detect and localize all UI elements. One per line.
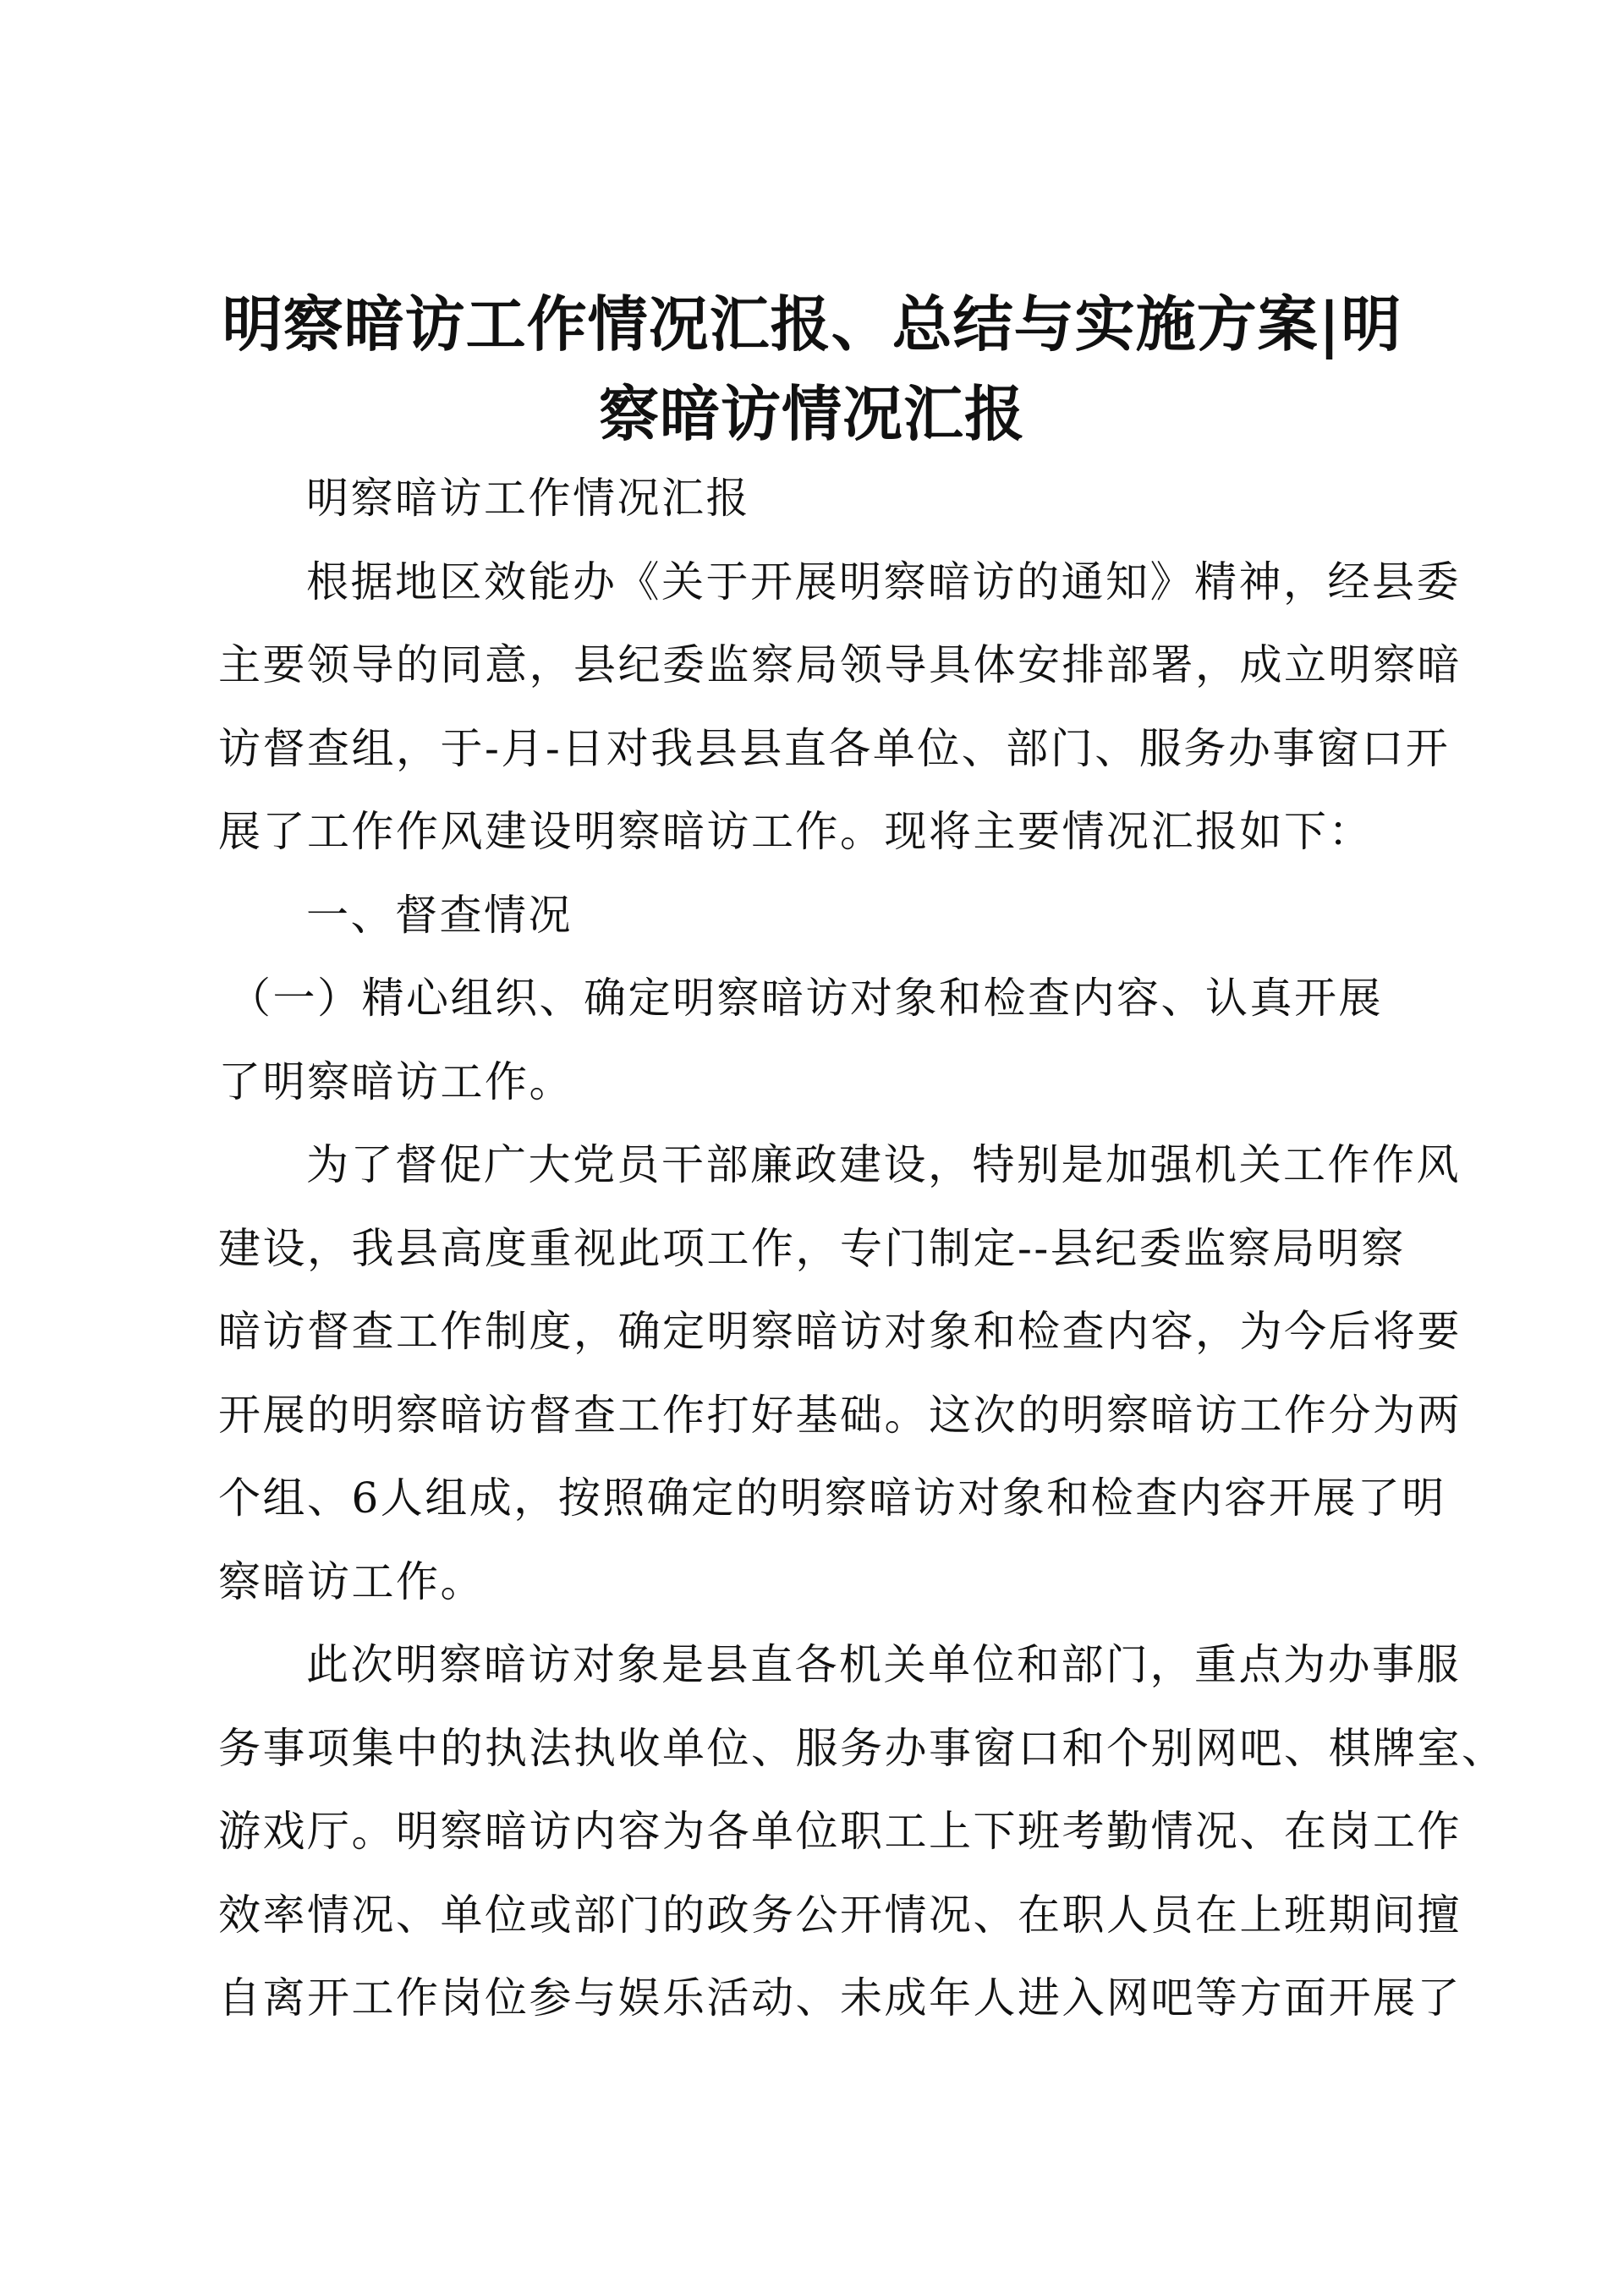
body-line-4: 访督查组，于-月-日对我县县直各单位、部门、服务办事窗口开 — [218, 723, 1451, 773]
body-line-18: 效率情况、单位或部门的政务公开情况、在职人员在上班期间擅 — [218, 1890, 1462, 1940]
body-line-14: 察暗访工作。 — [218, 1556, 485, 1606]
body-line-3: 主要领导的同意，县纪委监察局领导具体安排部署，成立明察暗 — [218, 640, 1462, 689]
title-line-2: 察暗访情况汇报 — [598, 378, 1025, 449]
document-title — [203, 279, 1421, 458]
body-line-9: 为了督促广大党员干部廉政建设，特别是加强机关工作作风 — [306, 1140, 1461, 1189]
body-line-13: 个组、6人组成，按照确定的明察暗访对象和检查内容开展了明 — [218, 1474, 1446, 1523]
body-line-15: 此次明察暗访对象是县直各机关单位和部门，重点为办事服 — [306, 1640, 1461, 1689]
document-body — [218, 457, 1506, 2040]
title-line-1: 明察暗访工作情况汇报、总结与实施方案|明 — [222, 288, 1402, 359]
body-line-17: 游戏厅。明察暗访内容为各单位职工上下班考勤情况、在岗工作 — [218, 1807, 1462, 1856]
body-line-2: 根据地区效能办《关于开展明察暗访的通知》精神，经县委 — [306, 557, 1461, 606]
body-line-7: （一）精心组织、确定明察暗访对象和检查内容、认真开展 — [228, 974, 1383, 1023]
body-line-8: 了明察暗访工作。 — [218, 1056, 573, 1106]
body-line-10: 建设，我县高度重视此项工作，专门制定--县纪委监察局明察 — [218, 1223, 1406, 1273]
body-line-1: 明察暗访工作情况汇报 — [306, 474, 750, 523]
body-line-19: 自离开工作岗位参与娱乐活动、未成年人进入网吧等方面开展了 — [218, 1973, 1462, 2022]
body-line-12: 开展的明察暗访督查工作打好基础。这次的明察暗访工作分为两 — [218, 1390, 1462, 1440]
body-line-16: 务事项集中的执法执收单位、服务办事窗口和个别网吧、棋牌室、 — [218, 1723, 1506, 1773]
body-line-11: 暗访督查工作制度，确定明察暗访对象和检查内容，为今后将要 — [218, 1307, 1462, 1356]
body-line-6: 一、督查情况 — [306, 890, 573, 940]
body-line-5: 展了工作作风建设明察暗访工作。现将主要情况汇报如下： — [218, 807, 1373, 856]
